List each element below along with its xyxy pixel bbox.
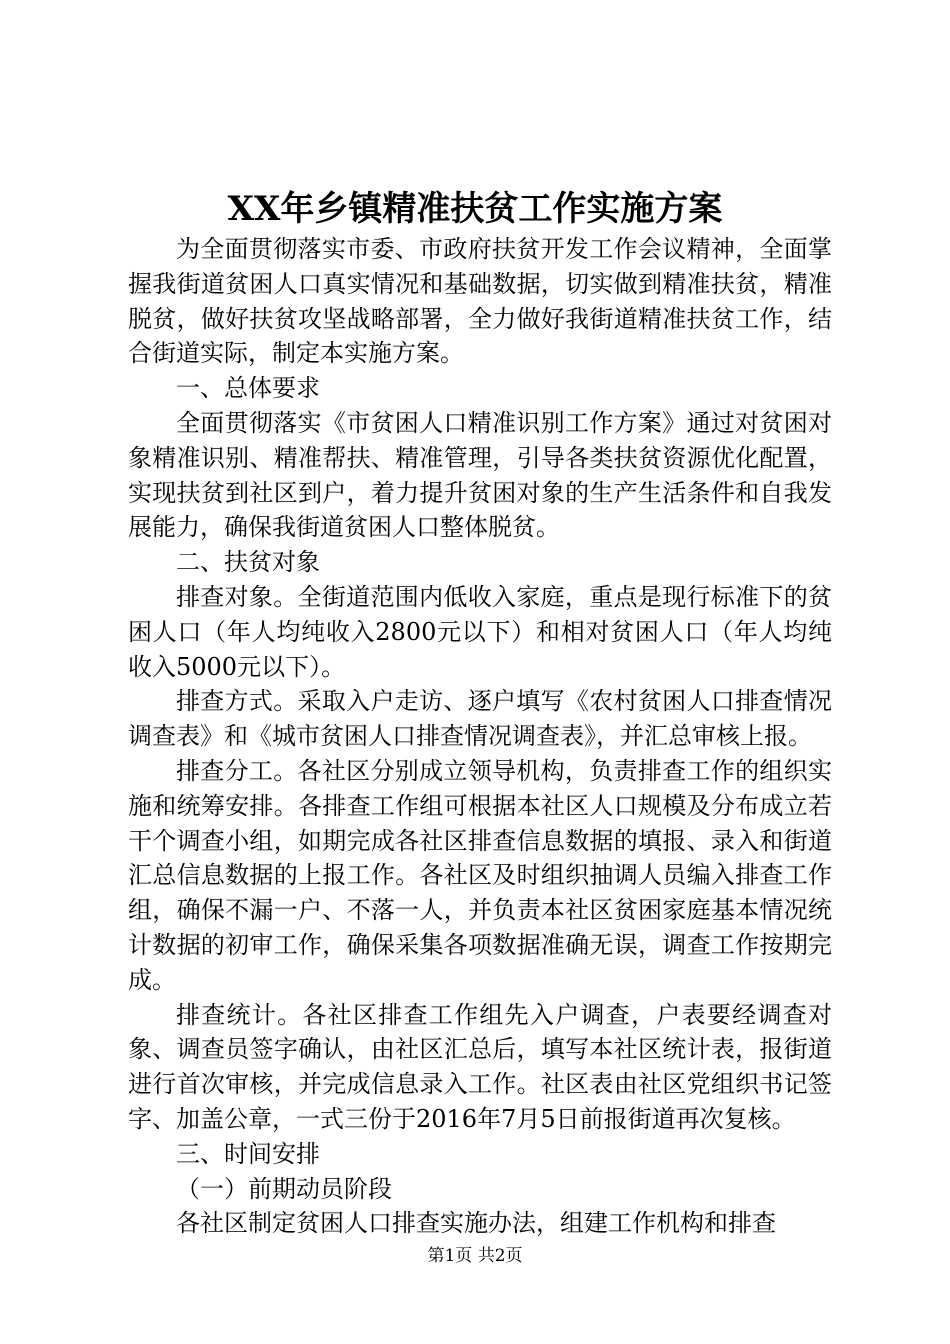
paragraph-intro: 为全面贯彻落实市委、市政府扶贫开发工作会议精神，全面掌握我街道贫困人口真实情况和基础数据，切实做到精准扶贫，精准脱贫，做好扶贫攻坚战略部署，全力做好我街道精准扶贫工作，结合街道实际，制定本实施方案。 — [128, 235, 832, 368]
section-heading-targets: 二、扶贫对象 — [176, 548, 320, 577]
document-body — [128, 232, 832, 1241]
section-heading-schedule: 三、时间安排 — [176, 1139, 320, 1168]
page-footer: 第1页 共2页 — [427, 1246, 523, 1266]
paragraph-survey-method: 排查方式。采取入户走访、逐户填写《农村贫困人口排查情况调查表》和《城市贫困人口排查情况调查表》，并汇总审核上报。 — [128, 687, 832, 751]
paragraph-survey-targets: 排查对象。全街道范围内低收入家庭，重点是现行标准下的贫困人口（年人均纯收入2800元以下）和相对贫困人口（年人均纯收入5000元以下）。 — [128, 582, 832, 681]
document-title: XX年乡镇精准扶贫工作实施方案 — [227, 189, 723, 229]
section-heading-general-requirements: 一、总体要求 — [176, 374, 320, 403]
paragraph-mobilization: 各社区制定贫困人口排查实施办法，组建工作机构和排查 — [176, 1209, 776, 1238]
paragraph-survey-statistics: 排查统计。各社区排查工作组先入户调查，户表要经调查对象、调查员签字确认，由社区汇总后，填写本社区统计表，报街道进行首次审核，并完成信息录入工作。社区表由社区党组织书记签字、加盖公章，一式三份于2016年7月5日前报街道再次复核。 — [128, 1000, 832, 1133]
paragraph-general-requirements: 全面贯彻落实《市贫困人口精准识别工作方案》通过对贫困对象精准识别、精准帮扶、精准管理，引导各类扶贫资源优化配置，实现扶贫到社区到户，着力提升贫困对象的生产生活条件和自我发展能力，确保我街道贫困人口整体脱贫。 — [128, 408, 832, 542]
subsection-heading-mobilization: （一）前期动员阶段 — [176, 1174, 392, 1203]
paragraph-survey-division: 排查分工。各社区分别成立领导机构，负责排查工作的组织实施和统筹安排。各排查工作组可根据本社区人口规模及分布成立若干个调查小组，如期完成各社区排查信息数据的填报、录入和街道汇总信息数据的上报工作。各社区及时组织抽调人员编入排查工作组，确保不漏一户、不落一人，并负责本社区贫困家庭基本情况统计数据的初审工作，确保采集各项数据准确无误，调查工作按期完成。 — [128, 756, 832, 994]
